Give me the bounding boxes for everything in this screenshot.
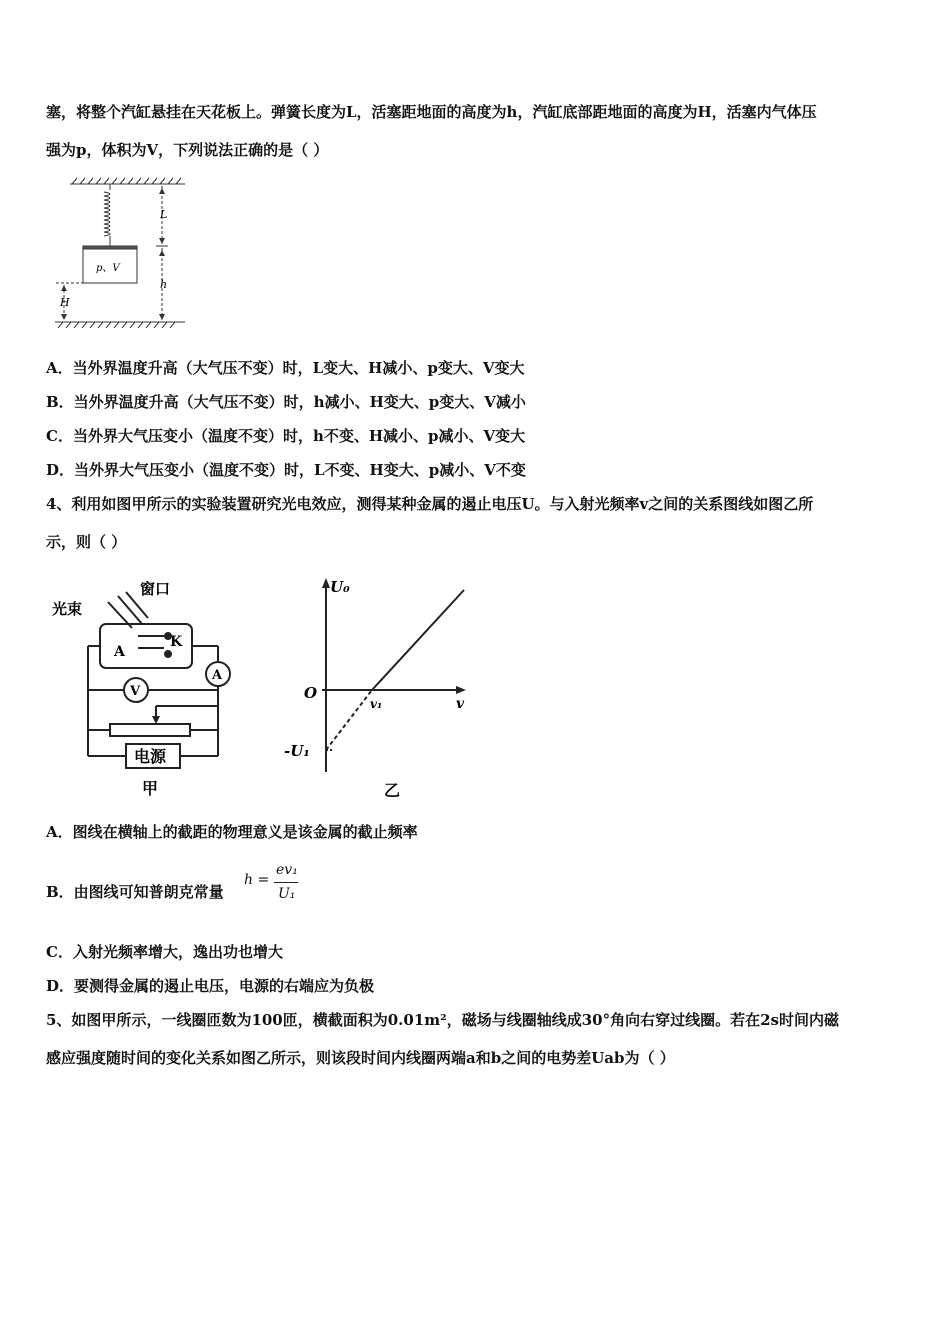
graph-line xyxy=(372,590,464,690)
label-negU1: -U₁ xyxy=(284,742,310,760)
label-v1: v₁ xyxy=(370,697,383,711)
label-H: H xyxy=(60,296,70,309)
caption-jia: 甲 xyxy=(142,779,159,798)
label-U0: U₀ xyxy=(330,578,350,596)
label-voltmeter: V xyxy=(130,684,141,699)
q5-stem-line1: 5、如图甲所示，一线圈匝数为100匝，横截面积为0.01m²，磁场与线圈轴线成30°角向右穿过线圈。若在2s时间内磁 xyxy=(46,1011,839,1029)
planck-formula-denominator: U₁ xyxy=(278,886,296,902)
planck-formula-numerator: ev₁ xyxy=(276,862,298,878)
q4-circuit-figure xyxy=(48,572,248,802)
ceiling-hatch xyxy=(72,178,181,184)
label-beam: 光束 xyxy=(52,600,83,618)
label-L: L xyxy=(160,208,168,221)
q5-stem-line2: 感应强度随时间的变化关系如图乙所示，则该段时间内线圈两端a和b之间的电势差Uab为（ ） xyxy=(46,1049,675,1067)
q4-option-c: C．入射光频率增大，逸出功也增大 xyxy=(46,943,283,961)
q3-stem-line1: 塞，将整个汽缸悬挂在天花板上。弹簧长度为L，活塞距地面的高度为h，汽缸底部距地面的高度为H，活塞内气体压 xyxy=(46,103,817,121)
q4-stem-line1: 4、利用如图甲所示的实验装置研究光电效应，测得某种金属的遏止电压U。与入射光频率v之间的关系图线如图乙所 xyxy=(46,495,814,513)
q3-option-c: C．当外界大气压变小（温度不变）时，h不变、H减小、p减小、V变大 xyxy=(46,427,526,445)
rheostat xyxy=(110,724,190,736)
label-cathode: K xyxy=(170,634,183,650)
floor-hatch xyxy=(58,322,175,328)
q3-option-d: D．当外界大气压变小（温度不变）时，L不变、H变大、p减小、V不变 xyxy=(46,461,526,479)
label-source: 电源 xyxy=(134,747,167,766)
label-pV: p、V xyxy=(96,263,120,274)
q4-stem-line2: 示，则（ ） xyxy=(46,533,127,551)
q3-stem-line2: 强为p，体积为V，下列说法正确的是（ ） xyxy=(46,141,329,159)
q3-option-a: A．当外界温度升高（大气压不变）时，L变大、H减小、p变大、V变大 xyxy=(46,359,525,377)
caption-yi: 乙 xyxy=(384,781,401,800)
q3-option-b: B．当外界温度升高（大气压不变）时，h减小、H变大、p变大、V减小 xyxy=(46,393,526,411)
q4-option-b: B．由图线可知普朗克常量 xyxy=(46,883,224,901)
q4-graph-figure xyxy=(282,572,482,802)
label-anode: A xyxy=(114,644,125,660)
label-ammeter: A xyxy=(212,668,223,683)
label-window: 窗口 xyxy=(140,580,171,598)
q3-cylinder-figure xyxy=(50,176,190,328)
planck-formula-lhs: h = xyxy=(244,872,270,888)
q4-option-d: D．要测得金属的遏止电压，电源的右端应为负极 xyxy=(46,977,375,995)
label-h: h xyxy=(160,278,168,291)
light-beam xyxy=(118,596,142,624)
q4-option-a: A．图线在横轴上的截距的物理意义是该金属的截止频率 xyxy=(46,823,418,841)
fraction-bar xyxy=(274,882,298,883)
label-v: v xyxy=(456,696,465,712)
label-O: O xyxy=(304,684,318,702)
graph-dashed-line xyxy=(326,690,372,750)
spring xyxy=(104,184,110,246)
